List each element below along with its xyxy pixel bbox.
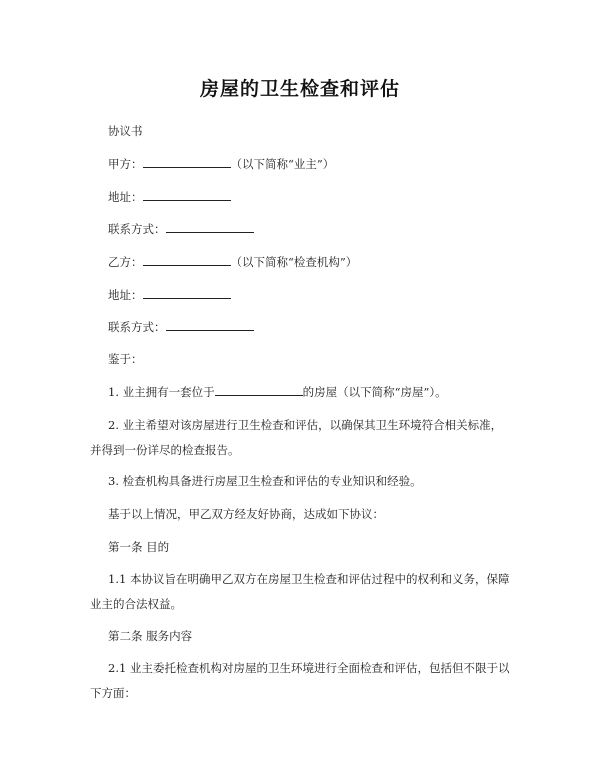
party-a-label: 甲方： <box>108 157 143 171</box>
party-a-suffix: （以下简称“业主”） <box>230 157 335 171</box>
article-1-title: 第一条 目的 <box>108 540 170 554</box>
document-title: 房屋的卫生检查和评估 <box>199 78 400 100</box>
whereas-heading: 鉴于： <box>108 352 143 366</box>
recital-1 <box>108 383 508 401</box>
party-a-contact-label: 联系方式： <box>108 222 166 236</box>
agreement-intro: 基于以上情况，甲乙双方经友好协商，达成如下协议： <box>108 507 384 521</box>
recital-2: 2. 业主希望对该房屋进行卫生检查和评估，以确保其卫生环境符合相关标准，并得到一份详尽的检查报告。 <box>90 418 503 457</box>
party-b-contact-line <box>108 318 508 336</box>
article-2-title: 第二条 服务内容 <box>108 629 193 643</box>
party-a-contact-blank <box>166 220 254 233</box>
party-b-address-line <box>108 286 508 304</box>
party-b-contact-blank <box>166 318 254 331</box>
party-b-blank <box>143 253 231 266</box>
party-b-contact-label: 联系方式： <box>108 320 166 334</box>
party-a-address-line <box>108 188 508 206</box>
party-b-address-blank <box>143 286 231 299</box>
party-b-address-label: 地址： <box>108 288 143 302</box>
article-2-clause-1: 2.1 业主委托检查机构对房屋的卫生环境进行全面检查和评估，包括但不限于以下方面： <box>90 661 510 700</box>
recital-1-suffix: 的房屋（以下简称“房屋”）。 <box>302 385 447 399</box>
party-b-suffix: （以下简称“检查机构”） <box>230 255 358 269</box>
party-b-label: 乙方： <box>108 255 143 269</box>
recital-1-blank <box>215 383 303 396</box>
party-b-line <box>108 253 508 271</box>
article-1-clause-1: 1.1 本协议旨在明确甲乙双方在房屋卫生检查和评估过程中的权利和义务，保障业主的合法权益。 <box>90 572 510 611</box>
party-a-blank <box>143 155 231 168</box>
party-a-contact-line <box>108 220 508 238</box>
party-a-line <box>108 155 508 173</box>
party-a-address-label: 地址： <box>108 190 143 204</box>
recital-3: 3. 检查机构具备进行房屋卫生检查和评估的专业知识和经验。 <box>108 474 422 488</box>
recital-1-prefix: 1. 业主拥有一套位于 <box>108 385 215 399</box>
party-a-address-blank <box>143 188 231 201</box>
agreement-heading: 协议书 <box>108 124 143 138</box>
